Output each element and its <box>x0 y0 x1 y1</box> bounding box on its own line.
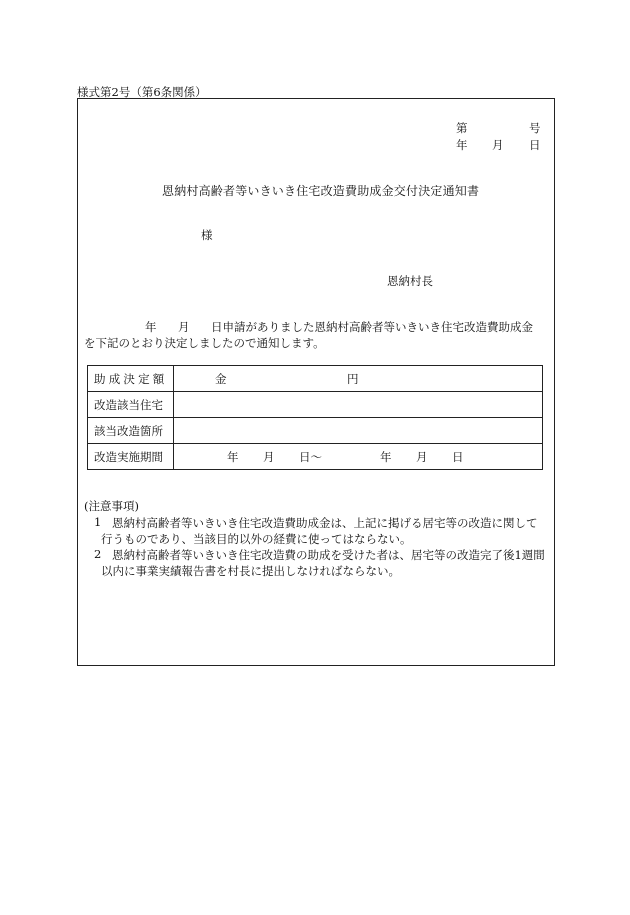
note-2-line2: 以内に事業実績報告書を村長に提出しなければならない。 <box>101 564 400 578</box>
label-modification-location: 該当改造箇所 <box>88 418 174 444</box>
value-target-residence <box>174 392 543 418</box>
form-number-label: 様式第2号（第6条関係） <box>77 85 207 99</box>
issuer-name: 恩納村長 <box>387 274 433 288</box>
detail-table <box>87 365 543 470</box>
period-start-month: 月 <box>263 450 275 464</box>
note-1-line2: 行うものであり、当該目的以外の経費に使ってはならない。 <box>101 532 412 546</box>
note-1-line1: 恩納村高齢者等いきいき住宅改造費助成金は、上記に掲げる居宅等の改造に関して <box>112 516 538 530</box>
table-row-amount <box>88 366 543 392</box>
date-day-label: 日 <box>529 138 541 152</box>
table-row-residence <box>88 392 543 418</box>
table-row-period <box>88 444 543 470</box>
period-end-month: 月 <box>416 450 428 464</box>
body-text-line2: を下記のとおり決定しましたので通知します。 <box>84 336 325 350</box>
addressee-suffix: 様 <box>201 228 213 242</box>
doc-number-prefix: 第 <box>456 121 468 135</box>
amount-prefix: 金 <box>215 372 227 386</box>
body-text-line1: 日申請がありました恩納村高齢者等いきいき住宅改造費助成金 <box>211 320 533 334</box>
label-target-residence: 改造該当住宅 <box>88 392 174 418</box>
value-implementation-period <box>174 444 543 470</box>
body-month-label: 月 <box>178 320 190 334</box>
value-grant-amount <box>174 366 543 392</box>
label-grant-amount: 助成決定額 <box>88 366 174 392</box>
date-year-label: 年 <box>456 138 468 152</box>
notes-heading: (注意事項) <box>84 499 139 513</box>
period-start-day: 日〜 <box>299 450 322 464</box>
table-row-location <box>88 418 543 444</box>
note-2-number: 2 <box>94 547 102 561</box>
document-title: 恩納村高齢者等いきいき住宅改造費助成金交付決定通知書 <box>162 184 480 198</box>
value-modification-location <box>174 418 543 444</box>
note-1-number: 1 <box>94 515 102 529</box>
amount-currency: 円 <box>347 372 359 386</box>
period-start-year: 年 <box>227 450 239 464</box>
period-end-year: 年 <box>380 450 392 464</box>
date-month-label: 月 <box>492 138 504 152</box>
note-2-line1: 恩納村高齢者等いきいき住宅改造費の助成を受けた者は、居宅等の改造完了後1週間 <box>112 548 545 562</box>
period-end-day: 日 <box>452 450 464 464</box>
doc-number-suffix: 号 <box>529 121 541 135</box>
label-implementation-period: 改造実施期間 <box>88 444 174 470</box>
body-year-label: 年 <box>145 320 157 334</box>
